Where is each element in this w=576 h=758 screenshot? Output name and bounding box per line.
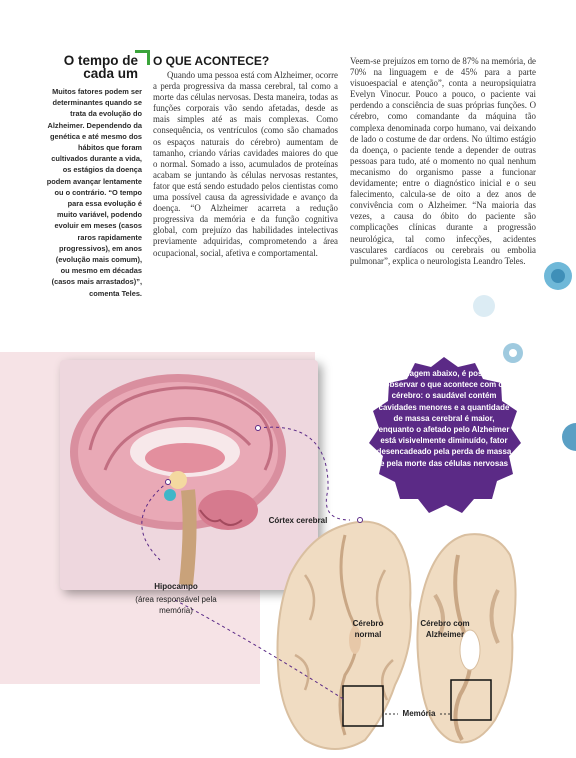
article-column-1: Quando uma pessoa está com Alzheimer, ocorre a perda progressiva da massa cerebral, tal como a morte das células nervosas. Desta maneira, todas as funções corporais vão sendo afetadas, desde as mais simples até as mais complexas. Como consequência, os ventrículos (como são chamados os espaços naturais do cérebro) aumentam de tamanho, criando várias cavidades maiores do que o normal. Somado a isso, acumulados de proteínas acabam se juntando às células nervosas restantes, fator que está sendo estudado pelos cientistas como uma possível causa da agressividade e avanço da doença. “O Alzheimer acarreta a redução progressiva da memória e da função cognitiva global, com prejuízo das habilidades intelectivas previamente adquiridas, comprometendo a área ocupacional, social, afetiva e comportamental. [153,70,338,258]
brain-stem [186,490,190,585]
label-memoria: Memória [402,709,436,718]
sidebar-title: O tempo de cada um [63,53,138,81]
label-hipocampo-sub: (área responsável pela memória) [135,595,217,615]
gear-icon [500,340,526,366]
gear-icon [540,258,576,294]
callout-text: Na imagem abaixo, é possível observar o que acontece com o cérebro: o saudável contém cavidades menores e a quantidade de massa cerebral é maior, enquanto o afetado pelo Alzheimer está visivelmente diminuído, fator desencadeado pela perda de massa e pela morte das células nervosas [376,369,512,468]
label-hipocampo: Hipocampo [154,582,198,591]
label-alzheimer: Cérebro com Alzheimer [420,619,470,639]
label-normal: Cérebro normal [352,619,384,639]
gear-icon [470,292,498,320]
article-column-2: Veem-se prejuízos em torno de 87% na memória, de 70% na linguagem e de 45% para a parte visuoespacial e atenção”, conta a neuropsiquiatra Evelyn Vinocur. Pouco a pouco, o paciente vai perdendo a consciência de suas próprias funções. O cérebro, como comandante da máquina tão complexa denominada corpo humano, vai deixando de lado o costume de dar ordens. No último estágio da doença, o paciente tende a depender de outras pessoas para tudo, até o momento no qual nenhum mecanismo do organismo passe a funcionar devidamente; entre o diagnóstico inicial e o seu falecimento, calcula-se de oito a dez anos de convivência com o Alzheimer. “Na maioria das vezes, a causa do óbito do paciente são complicações clínicas durante a progressão neurológica, tal como infecções, acidentes vasculares cardíacos ou cerebrais ou embolia pulmonar”, explica o neurologista Leandro Teles. [350,56,536,266]
hippocampus-marker [164,489,176,501]
label-cortex: Córtex cerebral [268,516,328,525]
thalamus [169,471,187,489]
article-heading: O QUE ACONTECE? [153,54,270,68]
sidebar-body: Muitos fatores podem ser determinantes quando se trata da evolução do Alzheimer. Dependendo da genética e até mesmo dos hábitos que foram cultivados durante a vida, os estágios da doença podem avançar lentamente ou o contrário. “O tempo para essa evolução é muito variável, podendo evoluir em meses (casos raros rapidamente progressivos), em anos (evolução mais comum), ou mesmo em décadas (casos mais arrastados)”, comenta Teles. [46,87,142,298]
brain-section-alzheimer [410,525,520,758]
gear-icon [550,420,576,454]
